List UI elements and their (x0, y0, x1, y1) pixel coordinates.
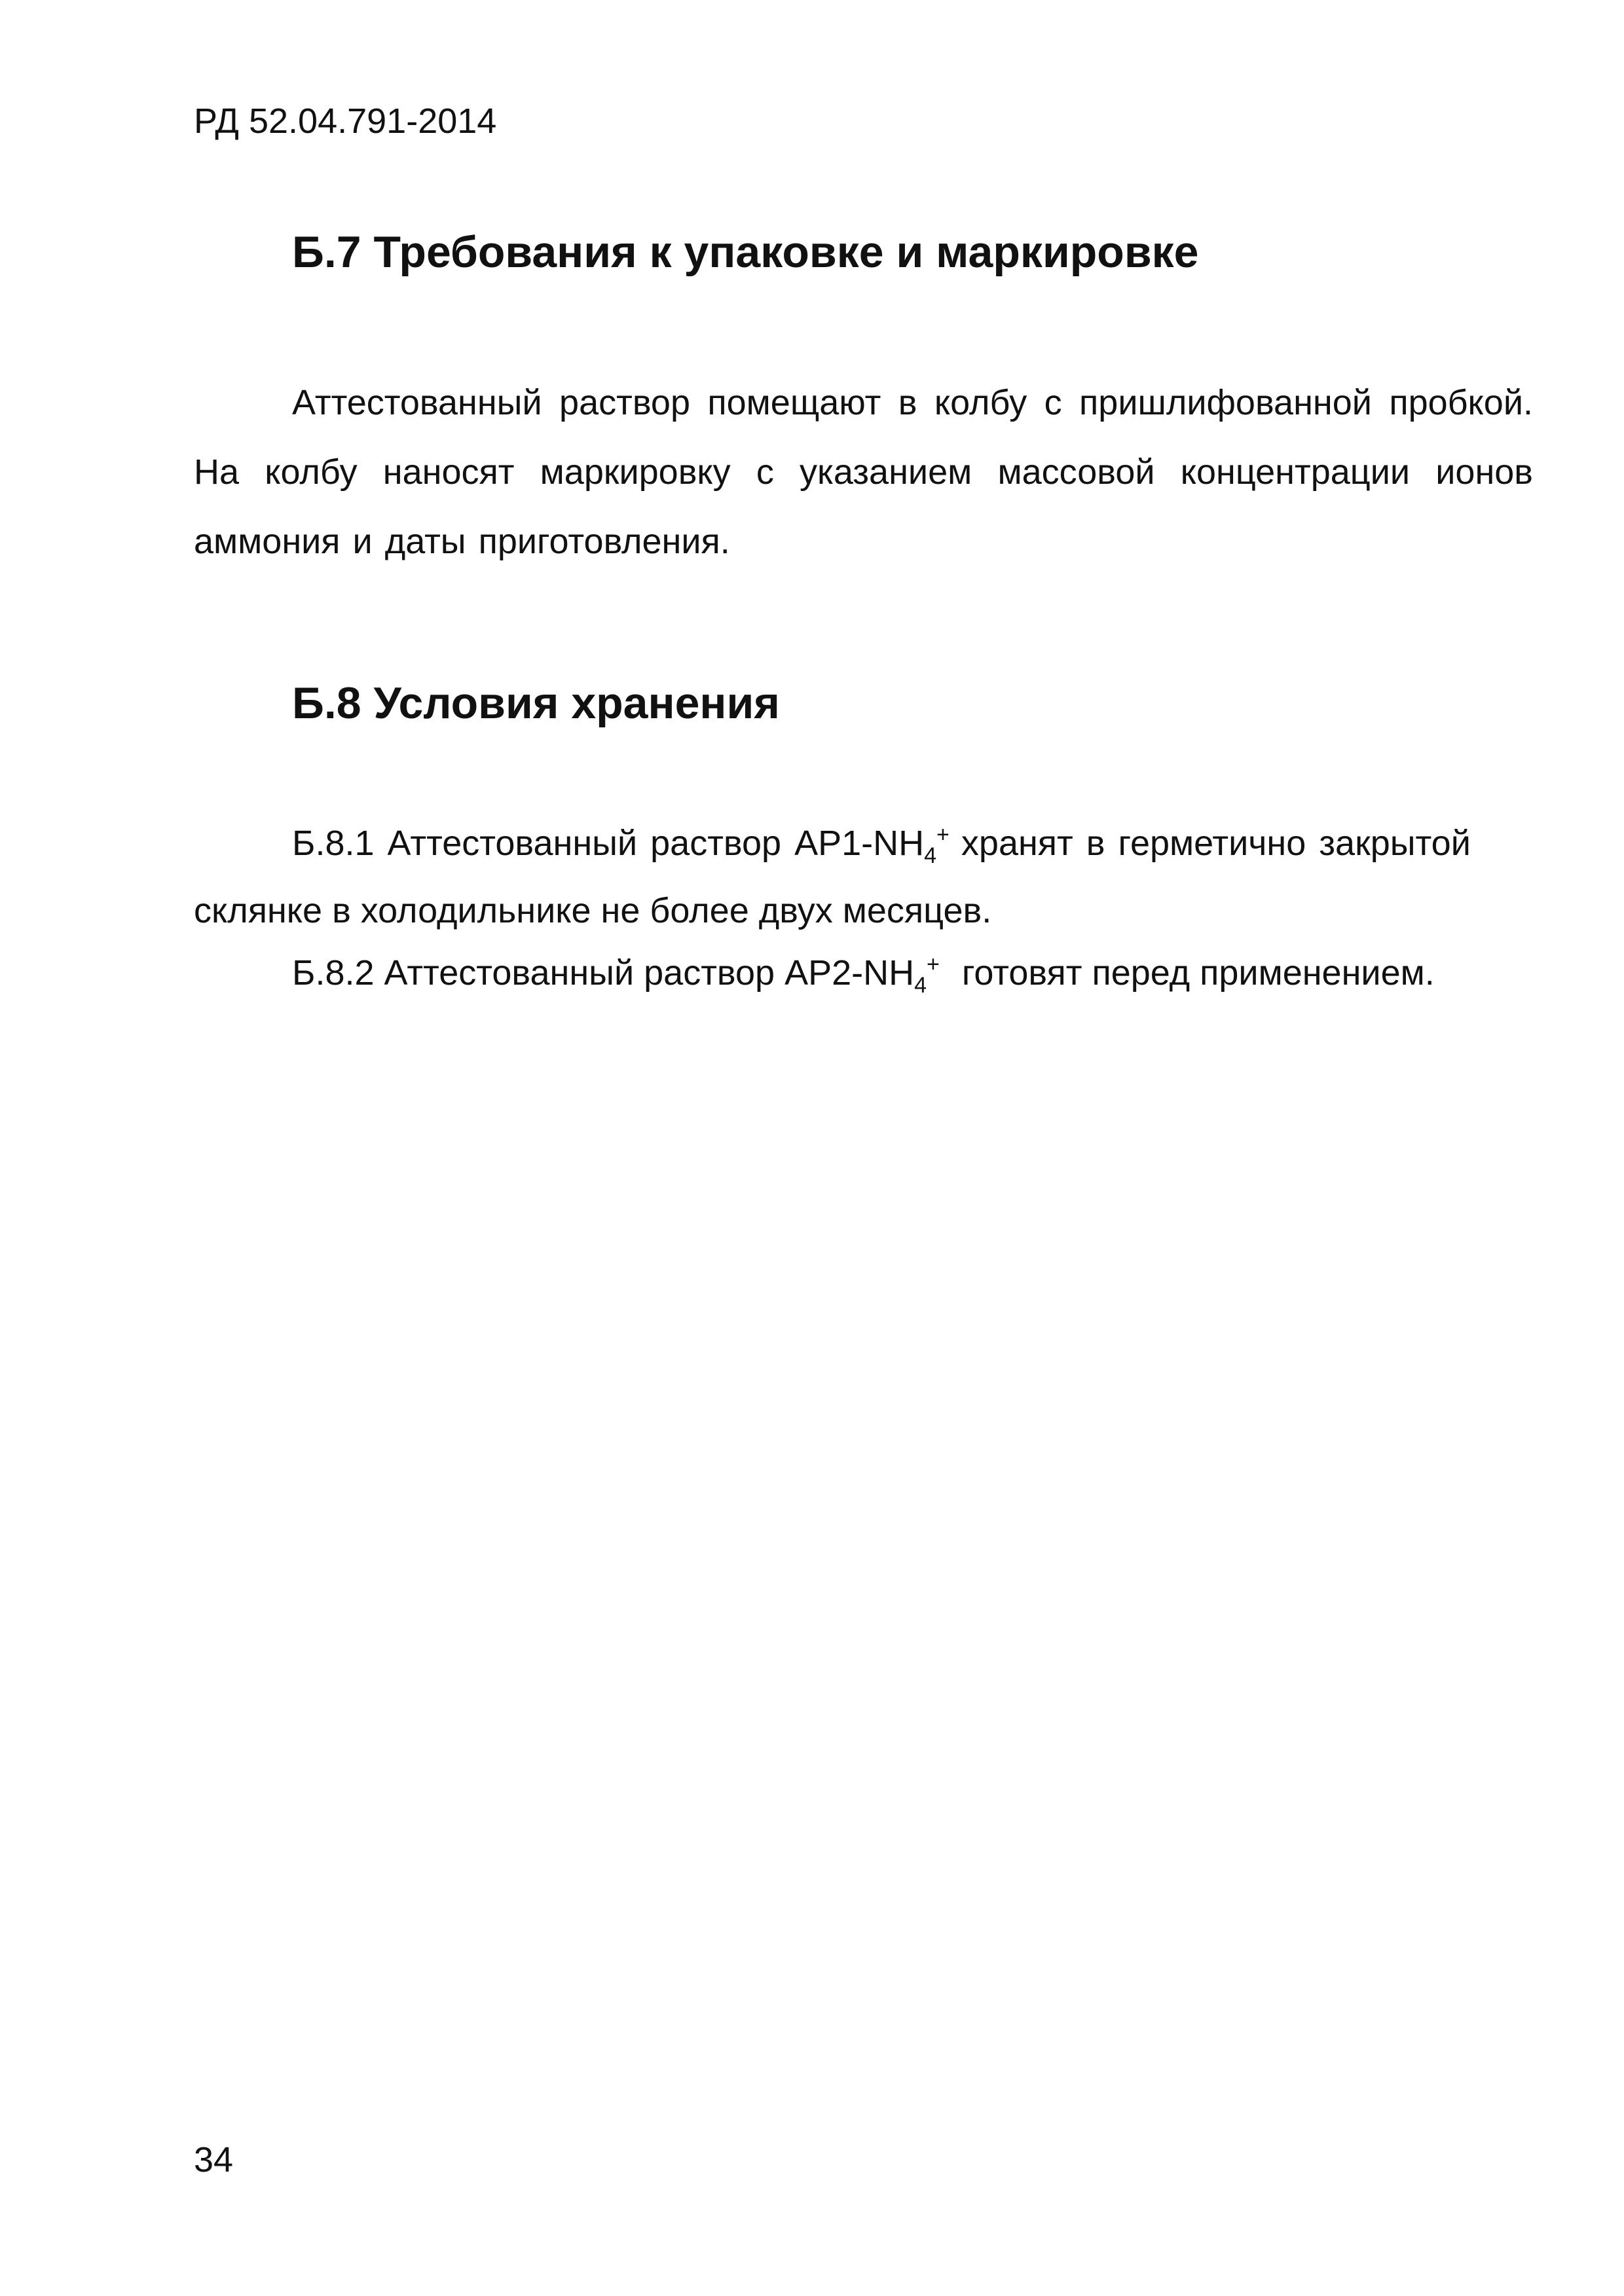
item-b8-1-line (292, 820, 1471, 871)
item-b8-1-lead: Б.8.1 Аттестованный раствор АР1-NH (292, 824, 925, 863)
item-b8-1-trail: хранят в герметично закрытой (961, 824, 1471, 863)
section-b8-heading: Б.8 Условия хранения (292, 678, 780, 728)
document-code-header: РД 52.04.791-2014 (194, 101, 497, 141)
item-b8-2-trail: готовят перед применением. (961, 953, 1435, 993)
item-b8-1-subscript: 4 (924, 843, 937, 868)
item-b8-1-continuation: склянке в холодильнике не более двух месяцев. (194, 891, 992, 930)
section-b7-paragraph: Аттестованный раствор помещают в колбу с пришлифованной пробкой. На колбу наносят маркировку с указанием массовой концентрации ионов аммония и даты приготовления. (194, 383, 1533, 561)
item-b8-2-line (292, 950, 1435, 1000)
item-b8-2-subscript: 4 (914, 973, 927, 998)
section-b7-heading: Б.7 Требования к упаковке и маркировке (292, 227, 1199, 277)
item-b8-1-superscript: + (936, 822, 950, 847)
item-b8-2-superscript: + (927, 952, 940, 977)
page-number: 34 (194, 2140, 234, 2179)
item-b8-2-lead: Б.8.2 Аттестованный раствор АР2-NH (292, 953, 915, 993)
